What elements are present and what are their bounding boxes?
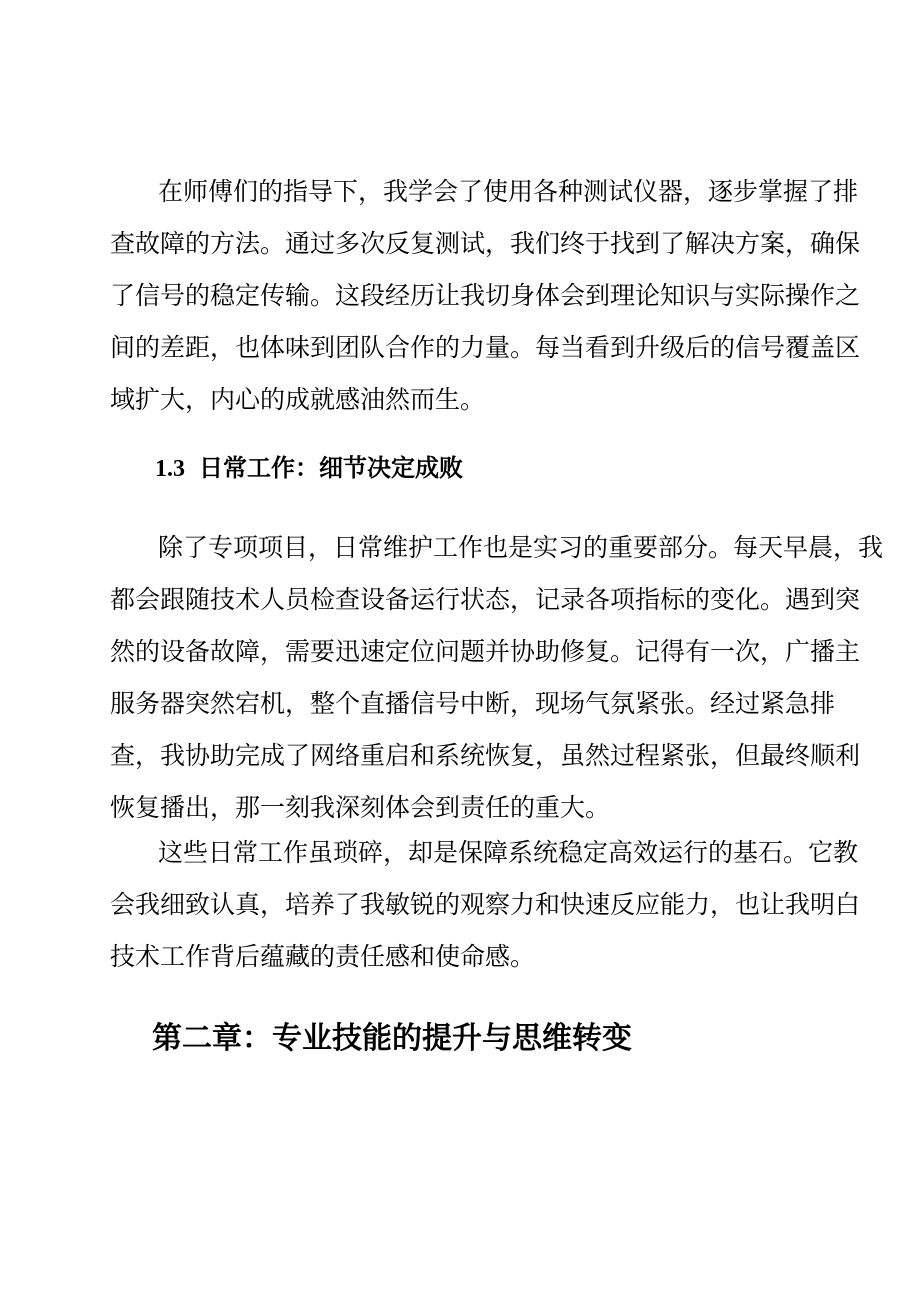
paragraph-line: 然的设备故障，需要迅速定位问题并协助修复。记得有一次，广播主 <box>110 637 861 666</box>
paragraph-daily-maintenance <box>110 522 884 834</box>
paragraph-line: 了信号的稳定传输。这段经历让我切身体会到理论知识与实际操作之 <box>110 281 861 310</box>
paragraph-line: 除了专项项目，日常维护工作也是实习的重要部分。每天早晨，我 <box>158 533 884 562</box>
paragraph-line: 查，我协助完成了网络重启和系统恢复，虽然过程紧张，但最终顺利 <box>110 741 861 770</box>
paragraph-line: 服务器突然宕机，整个直播信号中断，现场气氛紧张。经过紧急排 <box>110 689 836 718</box>
paragraph-line: 查故障的方法。通过多次反复测试，我们终于找到了解决方案，确保 <box>110 229 861 258</box>
section-title: 日常工作：细节决定成败 <box>199 454 463 482</box>
paragraph-line: 会我细致认真，培养了我敏锐的观察力和快速反应能力，也让我明白 <box>110 890 861 919</box>
section-heading-1-3 <box>155 448 463 489</box>
paragraph-line: 恢复播出，那一刻我深刻体会到责任的重大。 <box>110 793 611 822</box>
paragraph-line: 域扩大，内心的成就感油然而生。 <box>110 385 486 414</box>
section-number: 1.3 <box>155 456 185 482</box>
paragraph-line: 在师傅们的指导下，我学会了使用各种测试仪器，逐步掌握了排 <box>158 177 859 206</box>
paragraph-line: 这些日常工作虽琐碎，却是保障系统稳定高效运行的基石。它教 <box>158 838 859 867</box>
paragraph-testing-experience <box>110 166 861 426</box>
paragraph-line: 都会跟随技术人员检查设备运行状态，记录各项指标的变化。遇到突 <box>110 585 861 614</box>
paragraph-daily-work-summary <box>110 827 861 983</box>
paragraph-line: 间的差距，也体味到团队合作的力量。每当看到升级后的信号覆盖区 <box>110 333 861 362</box>
chapter-2-heading: 第二章：专业技能的提升与思维转变 <box>152 1021 632 1056</box>
paragraph-line: 技术工作背后蕴藏的责任感和使命感。 <box>110 942 536 971</box>
